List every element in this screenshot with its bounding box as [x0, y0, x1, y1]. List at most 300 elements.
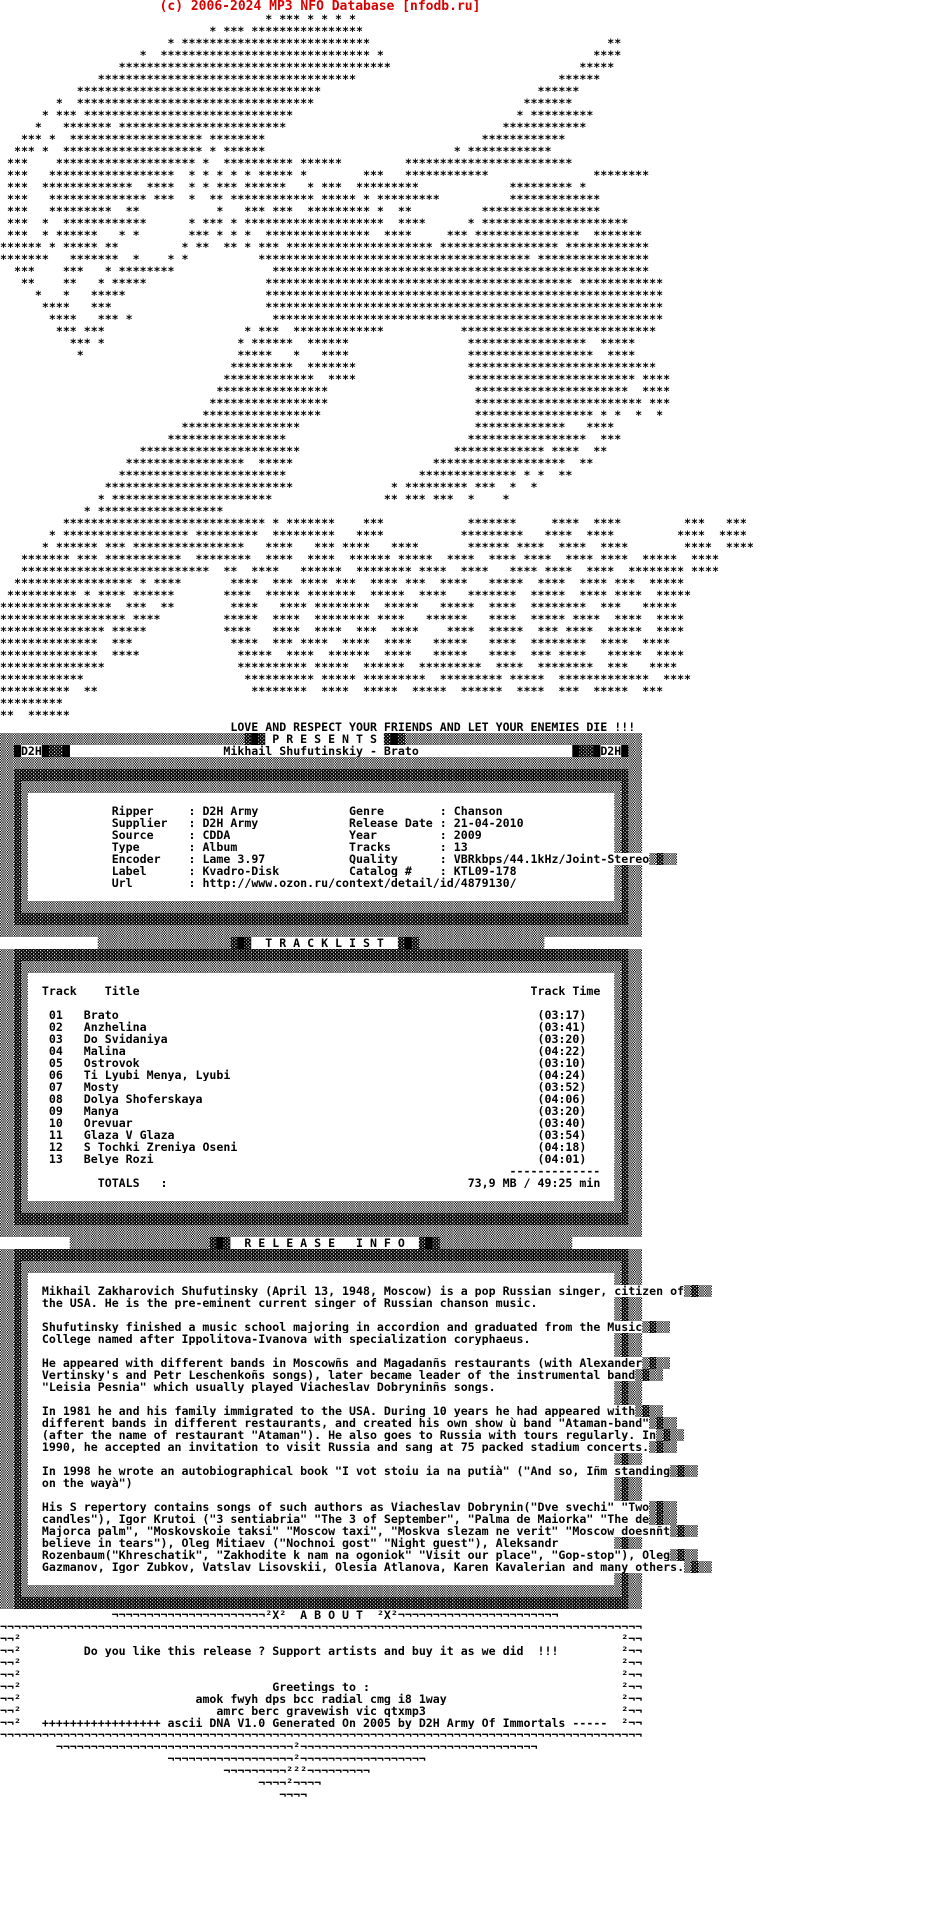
logo-art-line: ************* **** ************************ ****: [0, 373, 671, 385]
logo-art-line: *************************************** *****: [0, 61, 615, 73]
logo-art-line: ************** *** **** *** **** **** **** ***** **** ******** **** ****: [0, 637, 671, 649]
release-info-text: College named after Ippolitova-Ivanova with specialization coryphaeus.: [41, 1333, 531, 1345]
type-label: Type: [111, 841, 140, 853]
greetings-line2: amrc berc gravewish vic qtxmp3: [216, 1705, 426, 1717]
logo-art: [0, 385, 928, 397]
track-title: S Tochki Zreniya Oseni: [83, 1141, 238, 1153]
greetings-line1: amok fwyh dps bcc radial cmg i8 1way: [195, 1693, 447, 1705]
release-info-row: ▒▒▓▒ candles"), Igor Krutoi ("3 sentiabria" "The 3 of September", "Palma de Maiorka" "The de▒▓▒▒: [0, 1513, 678, 1525]
type-value: Album: [202, 841, 238, 853]
logo-art-line: ***************** ***** ******************* **: [0, 457, 594, 469]
release-info-row: ▒▒▓▒ ▒▓▒▒: [0, 1489, 643, 1501]
track-number: 01: [48, 1009, 63, 1021]
track-row: ▒▒▓▒ 11 Glaza V Glaza (03:54) ▒▓▒▒: [0, 1129, 643, 1141]
presents-bar: ▒▒▒▒▒▒▒▒▒▒▒▒▒▒▒▒▒▒▒▒▒▒▒▒▒▒▒▒▒▒▒▒▒▒▒▓█▓ P R E S E N T S ▓█▓▒▒▒▒▒▒▒▒▒▒▒▒▒▒▒▒▒▒▒▒▒▒▒▒▒▒▒▒▒▒▒▒▒▒: [0, 733, 643, 745]
logo-art: [0, 97, 928, 109]
track-number: 11: [48, 1129, 63, 1141]
support-line: Do you like this release ? Support artists and buy it as we did !!!: [83, 1645, 559, 1657]
logo-art: [0, 133, 928, 145]
copyright-header: (c) 2006-2024 MP3 NFO Database [nfodb.ru]: [159, 0, 481, 13]
logo-art: [0, 265, 928, 277]
track-row: ▒▒▓▒ 04 Malina (04:22) ▒▓▒▒: [0, 1045, 643, 1057]
track-row: ▒▒▓▒ 10 Orevuar (03:40) ▒▓▒▒: [0, 1117, 643, 1129]
logo-art: [0, 13, 928, 25]
info-row: ▒▒▓▒ Label : Kvadro-Disk Catalog # : KTL09-178 ▒▓▒▒: [0, 865, 643, 877]
source-label: Source: [111, 829, 154, 841]
url-label: Url: [111, 877, 133, 889]
logo-art-line: ***************** * **** **** *** **** *** **** *** **** ***** **** **** *** *****: [0, 577, 685, 589]
footer-row: ¬¬² +++++++++++++++++ ascii DNA V1.0 Generated On 2005 by D2H Army Of Immortals ----- ²¬¬: [0, 1717, 643, 1729]
track-number: 13: [48, 1153, 63, 1165]
track-time: (03:40): [537, 1117, 587, 1129]
logo-art-line: *************** ***** **** **** **** *** **** **** ***** *** **** ***** ****: [0, 625, 685, 637]
presents-label: P R E S E N T S: [272, 733, 377, 745]
trailer: ¬¬¬¬²¬¬¬¬: [0, 1777, 643, 1789]
logo-art-line: ********** * **** ****** **** ***** ******* ***** **** ******* ***** **** **** *****: [0, 589, 692, 601]
release-info-row: ▒▒▓▒ His S repertory contains songs of such authors as Viacheslav Dobrynin("Dve svechi" "Two▒▓▒▒: [0, 1501, 678, 1513]
track-number: 02: [48, 1021, 63, 1033]
track-time: (04:18): [537, 1141, 587, 1153]
logo-art-line: ***************************** * ******* *** ******* **** **** *** ***: [0, 517, 747, 529]
logo-art: [0, 541, 928, 553]
track-title: Belye Rozi: [83, 1153, 154, 1165]
divider: ▒▒▒▒▒▒▒▒▒▒▒▒▒▒▒▒▒▒▒▒▒▒▒▒▒▒▒▒▒▒▒▒▒▒▒▒▒▒▒▒▒▒▒▒▒▒▒▒▒▒▒▒▒▒▒▒▒▒▒▒▒▒▒▒▒▒▒▒▒▒▒▒▒▒▒▒▒▒▒▒▒▒▒▒▒▒▒▒▒▒▒▒: [0, 757, 643, 769]
track-number: 03: [48, 1033, 63, 1045]
logo-art-line: ************************ ************** * * **: [0, 469, 573, 481]
release-info-row: ▒▒▓▒ on the wayà") ▒▓▒▒: [0, 1477, 643, 1489]
release-info-text: on the wayà"): [41, 1477, 133, 1489]
trailer: ¬¬¬¬: [0, 1789, 643, 1801]
release_date-value: 21-04-2010: [453, 817, 524, 829]
logo-art: [0, 217, 928, 229]
trailer: ¬¬¬¬¬¬¬¬¬¬¬¬¬¬¬¬¬¬¬¬¬¬¬¬¬¬¬¬¬¬¬¬¬¬²¬¬¬¬¬¬¬¬¬¬¬¬¬¬¬¬¬¬¬¬¬¬¬¬¬¬¬¬¬¬¬¬¬¬: [0, 1741, 643, 1753]
logo-art-line: *********: [0, 697, 63, 709]
encoder-value: Lame 3.97: [202, 853, 266, 865]
track-number: 06: [48, 1069, 63, 1081]
group-tag-right: D2H: [600, 745, 622, 757]
logo-art: [0, 505, 928, 517]
track-row: ▒▒▓▒ 02 Anzhelina (03:41) ▒▓▒▒: [0, 1021, 643, 1033]
release-info-text: candles"), Igor Krutoi ("3 sentiabria" "The 3 of September", "Palma de Maiorka" "The de: [41, 1513, 650, 1525]
logo-art-line: ********** ** ******** **** ***** ***** ****** **** *** ***** ***: [0, 685, 664, 697]
trailer: ¬¬¬¬¬¬¬¬¬¬¬¬¬¬¬¬¬¬²¬¬¬¬¬¬¬¬¬¬¬¬¬¬¬¬¬¬: [0, 1753, 643, 1765]
support-line-row: ¬¬² Do you like this release ? Support artists and buy it as we did !!! ²¬¬: [0, 1645, 643, 1657]
footer-credit: ascii DNA V1.0 Generated On 2005 by D2H Army Of Immortals: [167, 1717, 566, 1729]
logo-art-line: *** * ****** * * *** * * * *************** **** *** *************** *******: [0, 229, 643, 241]
box-blank: ▒▒▓▒ ▒▓▒▒: [0, 1189, 643, 1201]
track-time: (04:01): [537, 1153, 587, 1165]
logo-art: [0, 229, 928, 241]
logo-art: [0, 445, 928, 457]
box-border: ▒▒▓▓▓▓▓▓▓▓▓▓▓▓▓▓▓▓▓▓▓▓▓▓▓▓▓▓▓▓▓▓▓▓▓▓▓▓▓▓▓▓▓▓▓▓▓▓▓▓▓▓▓▓▓▓▓▓▓▓▓▓▓▓▓▓▓▓▓▓▓▓▓▓▓▓▓▓▓▓▓▓▓▓▓▓▓▓▓▓▒▒: [0, 769, 643, 781]
release-info-row: ▒▒▓▒ Vertinsky's and Petr Leschenkoñs songs), later became leader of the instrumental band▒▓▒▒: [0, 1369, 664, 1381]
about-border: ¬¬¬¬¬¬¬¬¬¬¬¬¬¬¬¬¬¬¬¬¬¬¬¬¬¬¬¬¬¬¬¬¬¬¬¬¬¬¬¬¬¬¬¬¬¬¬¬¬¬¬¬¬¬¬¬¬¬¬¬¬¬¬¬¬¬¬¬¬¬¬¬¬¬¬¬¬¬¬¬¬¬¬¬¬¬¬¬¬¬¬¬: [0, 1621, 643, 1633]
track-number: 12: [48, 1141, 63, 1153]
release-info-row: ▒▒▓▒ "Leisia Pesnia" which usually played Viacheslav Dobryninñs songs. ▒▓▒▒: [0, 1381, 643, 1393]
track-title: Brato: [83, 1009, 119, 1021]
release-info-row: ▒▒▓▒ College named after Ippolitova-Ivanova with specialization coryphaeus. ▒▓▒▒: [0, 1333, 643, 1345]
logo-art-line: *************************** ** **** ****** ******** **** **** **** **** **** ******** ****: [0, 565, 719, 577]
logo-art-line: * ***** * **** ****************** ****: [0, 349, 636, 361]
about-blank: ¬¬² ²¬¬: [0, 1633, 643, 1645]
logo-art: [0, 37, 928, 49]
track-row: ▒▒▓▒ 06 Ti Lyubi Menya, Lyubi (04:24) ▒▓▒▒: [0, 1069, 643, 1081]
logo-art: [0, 193, 928, 205]
box-border: ▒▒▓▒▒▒▒▒▒▒▒▒▒▒▒▒▒▒▒▒▒▒▒▒▒▒▒▒▒▒▒▒▒▒▒▒▒▒▒▒▒▒▒▒▒▒▒▒▒▒▒▒▒▒▒▒▒▒▒▒▒▒▒▒▒▒▒▒▒▒▒▒▒▒▒▒▒▒▒▒▒▒▒▒▒▒▒▒▒▓▒▒: [0, 1261, 643, 1273]
logo-art: [0, 25, 928, 37]
release-info-row: ▒▒▓▒ Mikhail Zakharovich Shufutinsky (April 13, 1948, Moscow) is a pop Russian singer, citizen of▒▓▒▒: [0, 1285, 712, 1297]
tracklist-rule: ▒▒▓▒ ------------- ▒▓▒▒: [0, 1165, 643, 1177]
info-row: ▒▒▓▒ Type : Album Tracks : 13 ▒▓▒▒: [0, 841, 643, 853]
release-info-row: ▒▒▓▒ Majorca palm", "Moskovskoie taksi" "Moscow taxi", "Moskva slezam ne verit" "Moscow doesnñt▒▓▒▒: [0, 1525, 699, 1537]
logo-art: [0, 325, 928, 337]
tracklist-header-row: ▒▒▓▒ Track Title Track Time ▒▓▒▒: [0, 985, 643, 997]
logo-art-line: *************** ********** ***** ****** ********* **** ******** *** ****: [0, 661, 678, 673]
box-border: ▒▒▓▓▓▓▓▓▓▓▓▓▓▓▓▓▓▓▓▓▓▓▓▓▓▓▓▓▓▓▓▓▓▓▓▓▓▓▓▓▓▓▓▓▓▓▓▓▓▓▓▓▓▓▓▓▓▓▓▓▓▓▓▓▓▓▓▓▓▓▓▓▓▓▓▓▓▓▓▓▓▓▓▓▓▓▓▓▓▓▒▒: [0, 1249, 643, 1261]
logo-art-line: * ******************: [0, 505, 224, 517]
track-row: ▒▒▓▒ 03 Do Svidaniya (03:20) ▒▓▒▒: [0, 1033, 643, 1045]
logo-art: [0, 697, 928, 709]
track-row: ▒▒▓▒ 13 Belye Rozi (04:01) ▒▓▒▒: [0, 1153, 643, 1165]
logo-art-line: *** ************* **** * * *** ****** * *** ********* ********* *: [0, 181, 587, 193]
release-info-text: the USA. He is the pre-eminent current singer of Russian chanson music.: [41, 1297, 538, 1309]
divider: ▒▒▒▒▒▒▒▒▒▒▒▒▒▒▒▒▒▒▒▒▒▒▒▒▒▒▒▒▒▒▒▒▒▒▒▒▒▒▒▒▒▒▒▒▒▒▒▒▒▒▒▒▒▒▒▒▒▒▒▒▒▒▒▒▒▒▒▒▒▒▒▒▒▒▒▒▒▒▒▒▒▒▒▒▒▒▒▒▒▒▒▒: [0, 925, 643, 937]
track-time: (04:22): [537, 1045, 587, 1057]
track-time: (04:06): [537, 1093, 587, 1105]
box-blank: ▒▒▓▒ ▒▓▒▒: [0, 1273, 643, 1285]
track-number: 05: [48, 1057, 63, 1069]
logo-art: [0, 253, 928, 265]
logo-art-line: **************** *** ** **** **** ******** ***** ***** **** ******** *** *****: [0, 601, 678, 613]
logo-art-line: *** ********* ** * *** *** ********* * ** *****************: [0, 205, 601, 217]
logo-art: [0, 589, 928, 601]
supplier-label: Supplier: [111, 817, 168, 829]
box-border: ▒▒▓▓▓▓▓▓▓▓▓▓▓▓▓▓▓▓▓▓▓▓▓▓▓▓▓▓▓▓▓▓▓▓▓▓▓▓▓▓▓▓▓▓▓▓▓▓▓▓▓▓▓▓▓▓▓▓▓▓▓▓▓▓▓▓▓▓▓▓▓▓▓▓▓▓▓▓▓▓▓▓▓▓▓▓▓▓▓▓▒▒: [0, 1597, 643, 1609]
release-info-row: ▒▒▓▒ In 1981 he and his family immigrated to the USA. During 10 years he had appeared with▒▓▒▒: [0, 1405, 664, 1417]
group-tag-left: D2H: [20, 745, 42, 757]
box-border: ▒▒▓▒▒▒▒▒▒▒▒▒▒▒▒▒▒▒▒▒▒▒▒▒▒▒▒▒▒▒▒▒▒▒▒▒▒▒▒▒▒▒▒▒▒▒▒▒▒▒▒▒▒▒▒▒▒▒▒▒▒▒▒▒▒▒▒▒▒▒▒▒▒▒▒▒▒▒▒▒▒▒▒▒▒▒▒▒▒▓▒▒: [0, 1201, 643, 1213]
release-info-text: Shufutinsky finished a music school majoring in accordion and graduated from the Music: [41, 1321, 643, 1333]
logo-art: [0, 661, 928, 673]
logo-art: [0, 205, 928, 217]
track-time: (03:17): [537, 1009, 587, 1021]
logo-art-line: *** *** * ******** ******************************************************: [0, 265, 650, 277]
logo-art: [0, 649, 928, 661]
tracks-label: Tracks: [349, 841, 391, 853]
info-row: ▒▒▓▒ Url : http://www.ozon.ru/context/detail/id/4879130/ ▒▓▒▒: [0, 877, 643, 889]
box-border: ▒▒▓▒▒▒▒▒▒▒▒▒▒▒▒▒▒▒▒▒▒▒▒▒▒▒▒▒▒▒▒▒▒▒▒▒▒▒▒▒▒▒▒▒▒▒▒▒▒▒▒▒▒▒▒▒▒▒▒▒▒▒▒▒▒▒▒▒▒▒▒▒▒▒▒▒▒▒▒▒▒▒▒▒▒▒▒▒▒▓▒▒: [0, 1585, 643, 1597]
logo-art: [0, 565, 928, 577]
track-title: Orevuar: [83, 1117, 133, 1129]
year-value: 2009: [453, 829, 482, 841]
logo-art-line: ********* ******* ***************************: [0, 361, 657, 373]
track-row: ▒▒▓▒ 07 Mosty (03:52) ▒▓▒▒: [0, 1081, 643, 1093]
logo-art-line: ** ** * ***** ******************************************** ************: [0, 277, 664, 289]
info-row: ▒▒▓▒ Encoder : Lame 3.97 Quality : VBRkbps/44.1kHz/Joint-Stereo▒▓▒▒: [0, 853, 678, 865]
track-title: Manya: [83, 1105, 119, 1117]
logo-art: [0, 481, 928, 493]
totals-row: ▒▒▓▒ TOTALS : 73,9 MB / 49:25 min ▒▓▒▒: [0, 1177, 643, 1189]
time-col-header: Track Time: [530, 985, 601, 997]
release-info-row: ▒▒▓▒ ▒▓▒▒: [0, 1309, 643, 1321]
logo-art-line: *** ****************** * * * * * ***** * *** ************ ********: [0, 169, 650, 181]
track-title: Anzhelina: [83, 1021, 147, 1033]
release-info-text: (after the name of restaurant "Ataman"). He also goes to Russia with tours regularly. In: [41, 1429, 657, 1441]
logo-art: [0, 277, 928, 289]
release-info-row: ▒▒▓▒ He appeared with different bands in Moscowñs and Magadanñs restaurants (with Alexander▒▓▒▒: [0, 1357, 671, 1369]
release-info-text: In 1981 he and his family immigrated to the USA. During 10 years he had appeared with: [41, 1405, 636, 1417]
release-info-text: believe in tears"), Oleg Mitiaev ("Nochnoi gost" "Night guest"), Aleksandr: [41, 1537, 559, 1549]
release-info-row: ▒▒▓▒ ▒▓▒▒: [0, 1393, 643, 1405]
release-info-bar: ▒▒▒▒▒▒▒▒▒▒▒▒▒▒▒▒▒▒▒▒▓█▓ R E L E A S E I N F O ▓█▓▒▒▒▒▒▒▒▒▒▒▒▒▒▒▒▒▒▒▒: [0, 1237, 643, 1249]
logo-art-line: * ********************************** *******: [0, 97, 573, 109]
logo-art: [0, 397, 928, 409]
track-title: Mosty: [83, 1081, 119, 1093]
logo-art: [0, 313, 928, 325]
tracklist-bar: ▒▒▒▒▒▒▒▒▒▒▒▒▒▒▒▒▒▒▒▓█▓ T R A C K L I S T ▓█▓▒▒▒▒▒▒▒▒▒▒▒▒▒▒▒▒▒▒: [0, 937, 643, 949]
logo-art-line: *** * * ****** ****** ***************** *****: [0, 337, 636, 349]
box-border: ▒▒▓▓▓▓▓▓▓▓▓▓▓▓▓▓▓▓▓▓▓▓▓▓▓▓▓▓▓▓▓▓▓▓▓▓▓▓▓▓▓▓▓▓▓▓▓▓▓▓▓▓▓▓▓▓▓▓▓▓▓▓▓▓▓▓▓▓▓▓▓▓▓▓▓▓▓▓▓▓▓▓▓▓▓▓▓▓▓▓▒▒: [0, 949, 643, 961]
greetings-label-row: ¬¬² Greetings to : ²¬¬: [0, 1681, 643, 1693]
logo-art: [0, 493, 928, 505]
logo-art-line: ******* ******* * * * *************************************** ****************: [0, 253, 650, 265]
quality-label: Quality: [349, 853, 398, 865]
track-row: ▒▒▓▒ 05 Ostrovok (03:10) ▒▓▒▒: [0, 1057, 643, 1069]
label-value: Kvadro-Disk: [202, 865, 280, 877]
release-info-text: 1990, he accepted an invitation to visit Russia and sang at 75 packed stadium concerts.: [41, 1441, 650, 1453]
logo-art: [0, 49, 928, 61]
logo-art: [0, 349, 928, 361]
track-row: ▒▒▓▒ 12 S Tochki Zreniya Oseni (04:18) ▒▓▒▒: [0, 1141, 643, 1153]
logo-art-line: *************************** * ********* *** * *: [0, 481, 538, 493]
release-info-row: ▒▒▓▒ ▒▓▒▒: [0, 1453, 643, 1465]
supplier-value: D2H Army: [202, 817, 259, 829]
greetings-line1-row: ¬¬² amok fwyh dps bcc radial cmg i8 1way ²¬¬: [0, 1693, 643, 1705]
release-info-text: "Leisia Pesnia" which usually played Viacheslav Dobryninñs songs.: [41, 1381, 496, 1393]
release-info-row: ▒▒▓▒ Gazmanov, Igor Zubkov, Vatslav Lisovskii, Olesia Atlanova, Karen Kavalerian and many others.▒▓▒▒: [0, 1561, 712, 1573]
box-border: ▒▒▓▒▒▒▒▒▒▒▒▒▒▒▒▒▒▒▒▒▒▒▒▒▒▒▒▒▒▒▒▒▒▒▒▒▒▒▒▒▒▒▒▒▒▒▒▒▒▒▒▒▒▒▒▒▒▒▒▒▒▒▒▒▒▒▒▒▒▒▒▒▒▒▒▒▒▒▒▒▒▒▒▒▒▒▒▒▒▓▒▒: [0, 781, 643, 793]
track-title: Ostrovok: [83, 1057, 140, 1069]
logo-art-line: **** *** * ********************************************************: [0, 313, 664, 325]
about-blank: ¬¬² ²¬¬: [0, 1669, 643, 1681]
logo-art: [0, 361, 928, 373]
tracklist-label: T R A C K L I S T: [265, 937, 384, 949]
track-title: Malina: [83, 1045, 126, 1057]
release-info-row: ▒▒▓▒ In 1998 he wrote an autobiographical book "I vot stoiu ia na putià" ("And so, Iñm standing▒▓▒▒: [0, 1465, 699, 1477]
box-border: ▒▒▓▓▓▓▓▓▓▓▓▓▓▓▓▓▓▓▓▓▓▓▓▓▓▓▓▓▓▓▓▓▓▓▓▓▓▓▓▓▓▓▓▓▓▓▓▓▓▓▓▓▓▓▓▓▓▓▓▓▓▓▓▓▓▓▓▓▓▓▓▓▓▓▓▓▓▓▓▓▓▓▓▓▓▓▓▓▓▓▒▒: [0, 1213, 643, 1225]
ripper-label: Ripper: [111, 805, 154, 817]
logo-art-line: *** ************** *** * ** ************ ***** * ********* *************: [0, 193, 601, 205]
release-info-text: Vertinsky's and Petr Leschenkoñs songs), later became leader of the instrumental band: [41, 1369, 636, 1381]
catalog-label: Catalog #: [349, 865, 412, 877]
box-blank: ▒▒▓▒ ▒▓▒▒: [0, 973, 643, 985]
box-border: ▒▒▓▓▓▓▓▓▓▓▓▓▓▓▓▓▓▓▓▓▓▓▓▓▓▓▓▓▓▓▓▓▓▓▓▓▓▓▓▓▓▓▓▓▓▓▓▓▓▓▓▓▓▓▓▓▓▓▓▓▓▓▓▓▓▓▓▓▓▓▓▓▓▓▓▓▓▓▓▓▓▓▓▓▓▓▓▓▓▓▒▒: [0, 913, 643, 925]
logo-art-line: * *** ****************: [0, 25, 363, 37]
logo-art: [0, 577, 928, 589]
logo-art: [0, 73, 928, 85]
release-info-row: ▒▒▓▒ ▒▓▒▒: [0, 1345, 643, 1357]
about-label: A B O U T: [300, 1609, 363, 1621]
track-number: 09: [48, 1105, 63, 1117]
release-title: Mikhail Shufutinskiy - Brato: [223, 745, 419, 757]
tagline-row: [0, 721, 928, 733]
logo-art-line: ***************** ************************ ***: [0, 397, 671, 409]
label-label: Label: [111, 865, 147, 877]
logo-art-line: * ****** *** **************** **** *** **** **** ****** **** **** **** **** ****: [0, 541, 754, 553]
about-blank: ¬¬² ²¬¬: [0, 1657, 643, 1669]
logo-art: [0, 145, 928, 157]
release-info-text: He appeared with different bands in Moscowñs and Magadanñs restaurants (with Alexander: [41, 1357, 643, 1369]
track-number: 04: [48, 1045, 63, 1057]
track-row: ▒▒▓▒ 08 Dolya Shoferskaya (04:06) ▒▓▒▒: [0, 1093, 643, 1105]
logo-art: [0, 637, 928, 649]
track-time: (03:20): [537, 1105, 587, 1117]
catalog-value: KTL09-178: [453, 865, 517, 877]
logo-art-line: ************** **** ***** **** ****** **** ***** **** *** **** ***** ****: [0, 649, 685, 661]
box-blank: ▒▒▓▒ ▒▓▒▒: [0, 997, 643, 1009]
track-row: ▒▒▓▒ 09 Manya (03:20) ▒▓▒▒: [0, 1105, 643, 1117]
totals-label: TOTALS :: [97, 1177, 168, 1189]
logo-art-line: * *************************** **: [0, 37, 622, 49]
info-row: ▒▒▓▒ Source : CDDA Year : 2009 ▒▓▒▒: [0, 829, 643, 841]
release-info-text: In 1998 he wrote an autobiographical book "I vot stoiu ia na putià" ("And so, Iñm standing: [41, 1465, 671, 1477]
logo-art: [0, 169, 928, 181]
release-info-text: different bands in different restaurants, and created his own show ù band "Ataman-band": [41, 1417, 650, 1429]
logo-art-line: ***************** ************* ****: [0, 421, 615, 433]
logo-art: [0, 121, 928, 133]
track-title: Ti Lyubi Menya, Lyubi: [83, 1069, 231, 1081]
logo-art-line: * *********************** ** *** *** * *: [0, 493, 510, 505]
logo-art-line: ************ ********** ***** ********* ********* ***** ************* ****: [0, 673, 692, 685]
logo-art: [0, 673, 928, 685]
logo-art-line: **** *** *********************************************************: [0, 301, 664, 313]
box-blank: ▒▒▓▒ ▒▓▒▒: [0, 1573, 643, 1585]
logo-art: [0, 85, 928, 97]
track-time: (03:10): [537, 1057, 587, 1069]
logo-art: [0, 709, 928, 721]
box-blank: ▒▒▓▒ ▒▓▒▒: [0, 889, 643, 901]
logo-art: [0, 301, 928, 313]
track-col-header: Track: [41, 985, 77, 997]
logo-art: [0, 61, 928, 73]
genre-label: Genre: [349, 805, 384, 817]
logo-art-line: **************** ********************** ****: [0, 385, 671, 397]
greetings-label: Greetings to :: [272, 1681, 370, 1693]
logo-art-line: *** * ******************** * ****** * ************: [0, 145, 552, 157]
release-info-label: R E L E A S E I N F O: [244, 1237, 405, 1249]
logo-art: [0, 457, 928, 469]
track-row: ▒▒▓▒ 01 Brato (03:17) ▒▓▒▒: [0, 1009, 643, 1021]
totals-value: 73,9 MB / 49:25 min: [467, 1177, 601, 1189]
logo-art: [0, 421, 928, 433]
tracks-value: 13: [453, 841, 468, 853]
release-info-row: ▒▒▓▒ Rozenbaum("Khreschatik", "Zakhodite k nam na ogoniok" "Visit our place", "Gop-stop"), Oleg▒▓▒▒: [0, 1549, 699, 1561]
box-border: ▒▒▓▒▒▒▒▒▒▒▒▒▒▒▒▒▒▒▒▒▒▒▒▒▒▒▒▒▒▒▒▒▒▒▒▒▒▒▒▒▒▒▒▒▒▒▒▒▒▒▒▒▒▒▒▒▒▒▒▒▒▒▒▒▒▒▒▒▒▒▒▒▒▒▒▒▒▒▒▒▒▒▒▒▒▒▒▒▒▓▒▒: [0, 961, 643, 973]
logo-art-line: ****************** **** ***** **** ******** **** ****** **** ***** **** **** ****: [0, 613, 685, 625]
track-title: Glaza V Glaza: [83, 1129, 175, 1141]
logo-art-line: * ****************************** * ****: [0, 49, 622, 61]
logo-art-line: *** *** * *** ************* ****************************: [0, 325, 657, 337]
release_date-label: Release Date: [349, 817, 433, 829]
logo-art-line: ****** * ***** ** * ** ** * *** ********************* ***************** ************: [0, 241, 650, 253]
release-info-text: Rozenbaum("Khreschatik", "Zakhodite k nam na ogoniok" "Visit our place", "Gop-stop"), Oleg: [41, 1549, 671, 1561]
ripper-value: D2H Army: [202, 805, 259, 817]
release-info-text: His S repertory contains songs of such authors as Viacheslav Dobrynin("Dve svechi" "Two: [41, 1501, 650, 1513]
release-info-row: ▒▒▓▒ (after the name of restaurant "Ataman"). He also goes to Russia with tours regularly. In▒▓▒▒: [0, 1429, 685, 1441]
about-bar: ¬¬¬¬¬¬¬¬¬¬¬¬¬¬¬¬¬¬¬¬¬¬²X² A B O U T ²X²¬¬¬¬¬¬¬¬¬¬¬¬¬¬¬¬¬¬¬¬¬¬¬: [0, 1609, 671, 1621]
source-value: CDDA: [202, 829, 231, 841]
release-info-row: ▒▒▓▒ the USA. He is the pre-eminent current singer of Russian chanson music. ▒▓▒▒: [0, 1297, 643, 1309]
logo-art: [0, 601, 928, 613]
release-info-text: Majorca palm", "Moskovskoie taksi" "Moscow taxi", "Moskva slezam ne verit" "Moscow doesnñt: [41, 1525, 671, 1537]
track-number: 10: [48, 1117, 63, 1129]
logo-art: [0, 157, 928, 169]
title-col-header: Title: [104, 985, 140, 997]
logo-art-line: * *** * * * *: [0, 13, 356, 25]
info-row: ▒▒▓▒ Ripper : D2H Army Genre : Chanson ▒▓▒▒: [0, 805, 643, 817]
release-info-text: Gazmanov, Igor Zubkov, Vatslav Lisovskii, Olesia Atlanova, Karen Kavalerian and many others.: [41, 1561, 685, 1573]
logo-art: [0, 553, 928, 565]
track-time: (03:20): [537, 1033, 587, 1045]
logo-art-line: *** * ************ * *** * ******************** **** * *********************: [0, 217, 629, 229]
track-time: (04:24): [537, 1069, 587, 1081]
logo-art-line: * *** ****************************** * *********: [0, 109, 594, 121]
track-time: (03:41): [537, 1021, 587, 1033]
track-title: Do Svidaniya: [83, 1033, 168, 1045]
release-info-row: ▒▒▓▒ Shufutinsky finished a music school majoring in accordion and graduated from the Music▒▓▒▒: [0, 1321, 671, 1333]
logo-art: [0, 685, 928, 697]
genre-value: Chanson: [453, 805, 503, 817]
year-label: Year: [349, 829, 377, 841]
track-number: 07: [48, 1081, 63, 1093]
nfo-body: [0, 13, 928, 1801]
box-blank: ▒▒▓▒ ▒▓▒▒: [0, 793, 643, 805]
logo-art-line: *** * ******************* ******** ************: [0, 133, 566, 145]
logo-art: [0, 109, 928, 121]
tagline: LOVE AND RESPECT YOUR FRIENDS AND LET YOUR ENEMIES DIE !!!: [230, 721, 636, 733]
quality-value: VBRkbps/44.1kHz/Joint-Stereo: [453, 853, 650, 865]
trailer: ¬¬¬¬¬¬¬¬¬²²²¬¬¬¬¬¬¬¬¬: [0, 1765, 643, 1777]
logo-art: [0, 625, 928, 637]
logo-art-line: * ****************** ********* ********* **** ********* **** **** **** ****: [0, 529, 747, 541]
logo-art: [0, 409, 928, 421]
logo-art: [0, 613, 928, 625]
track-number: 08: [48, 1093, 63, 1105]
track-title: Dolya Shoferskaya: [83, 1093, 203, 1105]
greetings-line2-row: ¬¬² amrc berc gravewish vic qtxmp3 ²¬¬: [0, 1705, 643, 1717]
release-info-text: Mikhail Zakharovich Shufutinsky (April 13, 1948, Moscow) is a pop Russian singer, citizen of: [41, 1285, 685, 1297]
logo-art: [0, 373, 928, 385]
logo-art-line: ** ******: [0, 709, 70, 721]
release-title-bar: ▒▒█D2H█▓▓█ Mikhail Shufutinskiy - Brato █▓▓█D2H█▒▒: [0, 745, 643, 757]
logo-art: [0, 181, 928, 193]
logo-art-line: ***************** ***************** * * * *: [0, 409, 664, 421]
logo-art-line: * * ***** *********************************************************: [0, 289, 664, 301]
release-info-row: ▒▒▓▒ believe in tears"), Oleg Mitiaev ("Nochnoi gost" "Night guest"), Aleksandr ▒▓▒▒: [0, 1537, 643, 1549]
encoder-label: Encoder: [111, 853, 161, 865]
logo-art-line: ******* *** *********** ******** **** **** ****** ***** **** **** **** **** **** ***** ****: [0, 553, 719, 565]
info-row: ▒▒▓▒ Supplier : D2H Army Release Date : 21-04-2010 ▒▓▒▒: [0, 817, 643, 829]
logo-art: [0, 337, 928, 349]
logo-art-line: ***************** ***************** ***: [0, 433, 622, 445]
release-info-row: ▒▒▓▒ 1990, he accepted an invitation to visit Russia and sang at 75 packed stadium concerts.▒▓▒▒: [0, 1441, 678, 1453]
track-time: (03:52): [537, 1081, 587, 1093]
url-value: http://www.ozon.ru/context/detail/id/4879130/: [202, 877, 517, 889]
logo-art-line: *** ******************** * ********** ****** ************************: [0, 157, 573, 169]
logo-art-line: *********************************** ******: [0, 85, 580, 97]
about-border: ¬¬¬¬¬¬¬¬¬¬¬¬¬¬¬¬¬¬¬¬¬¬¬¬¬¬¬¬¬¬¬¬¬¬¬¬¬¬¬¬¬¬¬¬¬¬¬¬¬¬¬¬¬¬¬¬¬¬¬¬¬¬¬¬¬¬¬¬¬¬¬¬¬¬¬¬¬¬¬¬¬¬¬¬¬¬¬¬¬¬¬¬: [0, 1729, 643, 1741]
divider: ▒▒▒▒▒▒▒▒▒▒▒▒▒▒▒▒▒▒▒▒▒▒▒▒▒▒▒▒▒▒▒▒▒▒▒▒▒▒▒▒▒▒▒▒▒▒▒▒▒▒▒▒▒▒▒▒▒▒▒▒▒▒▒▒▒▒▒▒▒▒▒▒▒▒▒▒▒▒▒▒▒▒▒▒▒▒▒▒▒▒▒▒: [0, 1225, 643, 1237]
